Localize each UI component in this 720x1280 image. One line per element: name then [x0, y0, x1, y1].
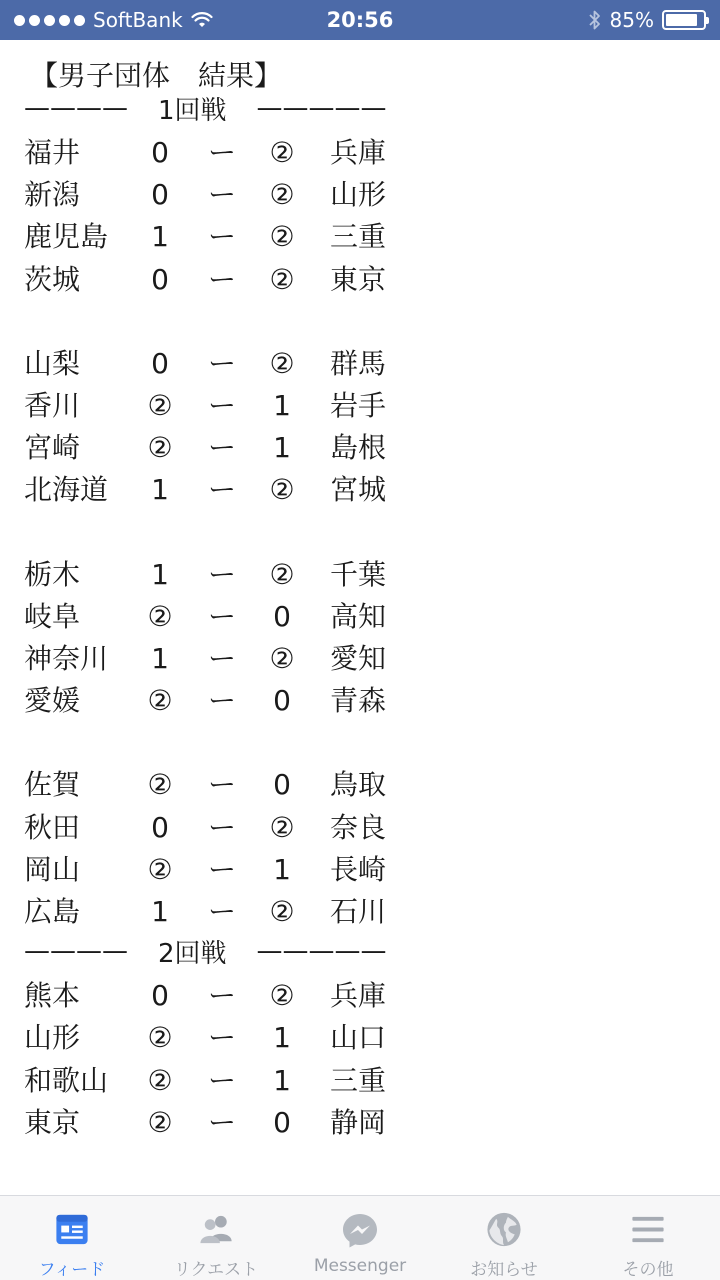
tab-more[interactable] [576, 1196, 720, 1280]
score-separator: ー [207, 684, 236, 718]
left-score: ② [147, 1021, 173, 1055]
left-team: 茨城 [24, 262, 81, 296]
match-row [0, 1017, 720, 1059]
right-score: 0 [273, 599, 291, 633]
left-score: 0 [151, 810, 169, 844]
right-score: ② [269, 810, 295, 844]
right-team: 山口 [330, 1021, 387, 1055]
left-team: 広島 [24, 895, 81, 928]
right-score: ② [269, 557, 295, 591]
left-team: 熊本 [24, 979, 81, 1013]
right-score: ② [269, 220, 295, 254]
score-separator: ー [207, 178, 236, 212]
right-score: ② [269, 178, 295, 212]
post-content[interactable] [0, 40, 720, 1195]
score-separator: ー [207, 979, 236, 1013]
score-separator: ー [207, 895, 236, 928]
left-team: 宮崎 [24, 431, 81, 465]
right-team: 宮城 [330, 473, 387, 507]
left-team: 愛媛 [24, 684, 81, 718]
match-row [0, 638, 720, 680]
right-score: 1 [273, 1063, 291, 1097]
round-label: 2回戦 [158, 938, 227, 969]
right-score: 0 [273, 1105, 291, 1139]
right-score: 1 [273, 852, 291, 886]
right-team: 鳥取 [330, 768, 387, 802]
right-score: ② [269, 346, 295, 380]
status-bar [0, 0, 720, 40]
tab-notifications[interactable] [432, 1196, 576, 1280]
score-separator: ー [207, 557, 236, 591]
left-team: 和歌山 [24, 1063, 109, 1097]
score-separator: ー [207, 262, 236, 296]
news-feed-icon [52, 1210, 92, 1249]
match-row [0, 680, 720, 722]
tab-notifications-label: お知らせ [470, 1260, 538, 1280]
bluetooth-icon [588, 9, 602, 31]
tab-more-label: その他 [622, 1260, 674, 1280]
score-separator: ー [207, 599, 236, 633]
score-separator: ー [207, 642, 236, 675]
right-team: 愛知 [330, 642, 387, 675]
match-row [0, 259, 720, 301]
right-score: ② [269, 895, 295, 928]
post-title: 【男子団体 結果】 [30, 59, 283, 92]
score-separator: ー [207, 220, 236, 254]
left-score: 1 [151, 642, 169, 675]
match-row [0, 469, 720, 511]
score-separator: ー [207, 1021, 236, 1055]
right-team: 群馬 [330, 346, 387, 380]
score-separator: ー [207, 1105, 236, 1139]
right-team: 奈良 [330, 810, 387, 844]
left-team: 新潟 [24, 178, 81, 212]
menu-icon [628, 1210, 668, 1249]
right-score: 0 [273, 684, 291, 718]
round-divider-left: ———— [24, 93, 128, 123]
match-row [0, 764, 720, 806]
right-score: 1 [273, 1021, 291, 1055]
match-row [0, 216, 720, 258]
friend-requests-icon [196, 1210, 236, 1249]
match-row [0, 385, 720, 427]
battery-icon [662, 10, 706, 30]
score-separator: ー [207, 346, 236, 380]
match-row [0, 596, 720, 638]
match-row [0, 975, 720, 1017]
globe-notifications-icon [484, 1210, 524, 1249]
match-row [0, 1102, 720, 1144]
score-separator: ー [207, 389, 236, 422]
left-score: 0 [151, 178, 169, 212]
right-team: 石川 [330, 895, 387, 928]
right-score: 1 [273, 431, 291, 465]
match-row [0, 891, 720, 933]
left-team: 北海道 [24, 473, 109, 507]
right-team: 岩手 [330, 389, 387, 422]
tab-bar [0, 1195, 720, 1280]
left-team: 岡山 [24, 852, 81, 886]
left-team: 秋田 [24, 810, 81, 844]
right-team: 高知 [330, 599, 387, 633]
right-team: 山形 [330, 178, 387, 212]
status-right [588, 8, 706, 32]
score-separator: ー [207, 1063, 236, 1097]
wifi-icon [191, 11, 213, 29]
left-score: ② [147, 431, 173, 465]
status-time: 20:56 [326, 8, 394, 32]
right-team: 千葉 [330, 557, 387, 591]
right-team: 静岡 [330, 1105, 387, 1139]
left-score: ② [147, 852, 173, 886]
messenger-icon [340, 1210, 380, 1250]
right-team: 青森 [330, 684, 387, 718]
left-score: ② [147, 1105, 173, 1139]
score-separator: ー [207, 768, 236, 802]
round-divider-left: ———— [24, 936, 128, 967]
left-team: 岐阜 [24, 599, 81, 633]
round-divider-right: ————— [256, 93, 387, 123]
left-score: 0 [151, 136, 169, 169]
tab-messenger-label: Messenger [313, 1256, 407, 1276]
right-team: 島根 [330, 431, 387, 465]
tab-requests[interactable] [144, 1196, 288, 1280]
carrier-name: SoftBank [93, 8, 183, 32]
round-header [24, 90, 387, 126]
right-team: 兵庫 [330, 136, 387, 169]
tab-feed[interactable] [0, 1196, 144, 1280]
left-team: 栃木 [24, 557, 81, 591]
tab-messenger[interactable] [288, 1196, 432, 1280]
left-score: 0 [151, 346, 169, 380]
score-separator: ー [207, 136, 236, 169]
left-score: 0 [151, 262, 169, 296]
right-score: 0 [273, 768, 291, 802]
left-team: 山梨 [24, 346, 81, 380]
round-label: 1回戦 [158, 95, 227, 126]
right-team: 兵庫 [330, 979, 387, 1013]
battery-level [666, 14, 697, 26]
right-score: ② [269, 642, 295, 675]
match-row [0, 554, 720, 596]
left-team: 佐賀 [24, 768, 81, 802]
left-team: 香川 [24, 389, 81, 422]
left-score: ② [147, 1063, 173, 1097]
left-score: ② [147, 768, 173, 802]
right-score: ② [269, 136, 295, 169]
match-row [0, 427, 720, 469]
left-team: 山形 [24, 1021, 81, 1055]
match-row [0, 1060, 720, 1102]
match-row [0, 343, 720, 385]
right-score: 1 [273, 389, 291, 422]
match-row [0, 132, 720, 174]
status-left [14, 8, 213, 32]
score-separator: ー [207, 473, 236, 507]
left-score: 0 [151, 979, 169, 1013]
right-team: 三重 [330, 1063, 387, 1097]
left-team: 東京 [24, 1105, 81, 1139]
left-score: ② [147, 389, 173, 422]
left-team: 鹿児島 [24, 220, 109, 254]
left-team: 神奈川 [24, 642, 109, 675]
round-divider-right: ————— [256, 936, 387, 967]
score-separator: ー [207, 431, 236, 465]
right-team: 三重 [330, 220, 387, 254]
left-score: 1 [151, 220, 169, 254]
left-score: 1 [151, 895, 169, 928]
right-score: ② [269, 979, 295, 1013]
match-row [0, 849, 720, 891]
tab-feed-label: フィード [38, 1260, 106, 1280]
left-score: ② [147, 599, 173, 633]
left-score: ② [147, 684, 173, 718]
right-team: 東京 [330, 262, 387, 296]
signal-strength-icon [14, 15, 85, 26]
score-separator: ー [207, 810, 236, 844]
left-team: 福井 [24, 136, 81, 169]
match-row [0, 807, 720, 849]
right-score: ② [269, 473, 295, 507]
match-row [0, 174, 720, 216]
right-score: ② [269, 262, 295, 296]
score-separator: ー [207, 852, 236, 886]
battery-percent: 85% [609, 8, 654, 32]
left-score: 1 [151, 473, 169, 507]
left-score: 1 [151, 557, 169, 591]
round-header [24, 933, 387, 969]
tab-requests-label: リクエスト [173, 1260, 259, 1280]
right-team: 長崎 [330, 852, 387, 886]
